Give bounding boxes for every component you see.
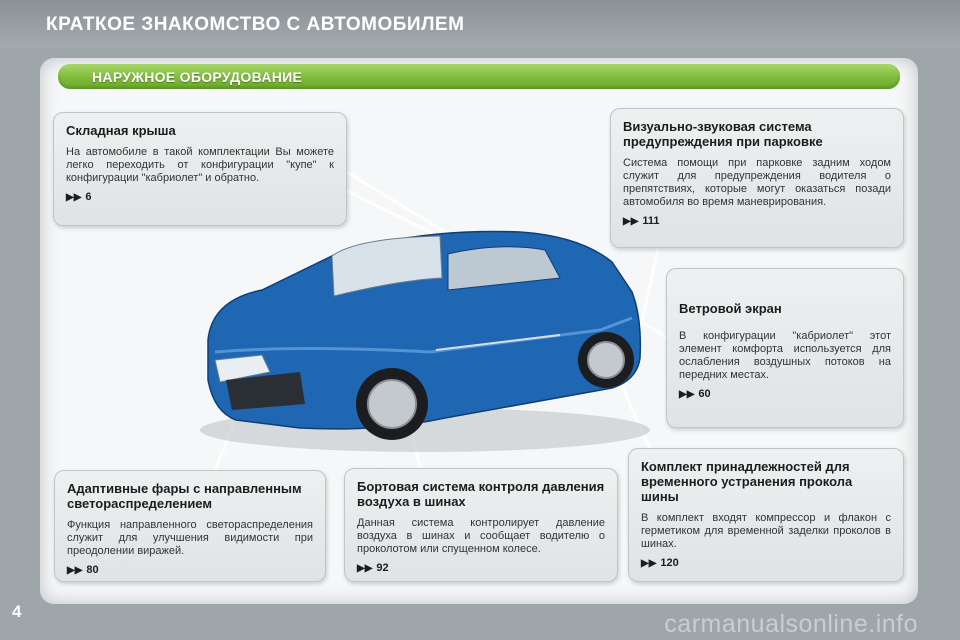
adaptive-lamps-page-ref[interactable] xyxy=(67,564,313,576)
parking-assist-title: Визуально-звуковая система предупреждения при парковке xyxy=(623,119,823,149)
repair-kit-page: 120 xyxy=(660,557,679,569)
folding-roof-title: Складная крыша xyxy=(66,123,176,138)
callout-line-roof-2 xyxy=(345,190,446,240)
folding-roof-page: 6 xyxy=(85,191,92,203)
repair-kit-box xyxy=(628,448,904,582)
tyre-pressure-page: 92 xyxy=(376,562,389,574)
rear-rim xyxy=(588,342,624,378)
watermark: carmanualsonline.info xyxy=(664,610,918,638)
callout-line-parking xyxy=(640,240,660,330)
repair-kit-page-ref[interactable] xyxy=(641,557,891,569)
windscreen-box xyxy=(666,268,904,428)
repair-kit-text: В комплект входят компрессор и флакон с герметиком для временной заделки проколов в шинах. xyxy=(641,512,891,550)
page-reference-arrow-icon: ▶▶ xyxy=(623,216,639,227)
tyre-pressure-text: Данная система контролирует давление воздуха в шинах и сообщает водителю о проколотом или спущенном колесе. xyxy=(357,517,605,555)
windscreen-page-ref[interactable] xyxy=(679,388,891,400)
page-reference-arrow-icon: ▶▶ xyxy=(679,389,695,400)
repair-kit-title: Комплект принадлежностей для временного устранения прокола шины xyxy=(641,459,853,504)
parking-assist-text: Система помощи при парковке задним ходом служит для предупреждения водителя о препятствиях, которые могут оказаться позади автомобиля во время маневрирования. xyxy=(623,157,891,208)
parking-assist-page: 111 xyxy=(642,215,660,227)
page-title: КРАТКОЕ ЗНАКОМСТВО С АВТОМОБИЛЕМ xyxy=(46,14,465,35)
page-reference-arrow-icon: ▶▶ xyxy=(66,192,82,203)
parking-assist-page-ref[interactable] xyxy=(623,215,891,227)
windscreen-title: Ветровой экран xyxy=(679,301,782,316)
callout-line-roof xyxy=(340,168,452,236)
tyre-pressure-title: Бортовая система контроля давления воздуха в шинах xyxy=(357,479,605,509)
tyre-pressure-box xyxy=(344,468,618,582)
tyre-pressure-page-ref[interactable] xyxy=(357,562,605,574)
page-reference-arrow-icon: ▶▶ xyxy=(67,565,83,576)
adaptive-lamps-page: 80 xyxy=(86,564,99,576)
windscreen-page: 60 xyxy=(698,388,711,400)
adaptive-lamps-text: Функция направленного светораспределения служит для улучшения видимости при преодолении виражей. xyxy=(67,519,313,557)
parking-assist-box xyxy=(610,108,904,248)
folding-roof-box xyxy=(53,112,347,226)
page-number: 4 xyxy=(12,602,22,621)
front-rim xyxy=(368,380,416,428)
section-title: НАРУЖНОЕ ОБОРУДОВАНИЕ xyxy=(92,69,303,85)
windscreen-text: В конфигурации "кабриолет" этот элемент комфорта используется для ослабления воздушных потоков на передних местах. xyxy=(679,330,891,381)
folding-roof-page-ref[interactable] xyxy=(66,191,334,203)
adaptive-lamps-box xyxy=(54,470,326,582)
adaptive-lamps-title: Адаптивные фары с направленным светораспределением xyxy=(67,481,302,511)
folding-roof-text: На автомобиле в такой комплектации Вы можете легко переходить от конфигурации "купе" к конфигурации "кабриолет" и обратно. xyxy=(66,146,334,184)
page-reference-arrow-icon: ▶▶ xyxy=(641,558,657,569)
page-reference-arrow-icon: ▶▶ xyxy=(357,563,373,574)
